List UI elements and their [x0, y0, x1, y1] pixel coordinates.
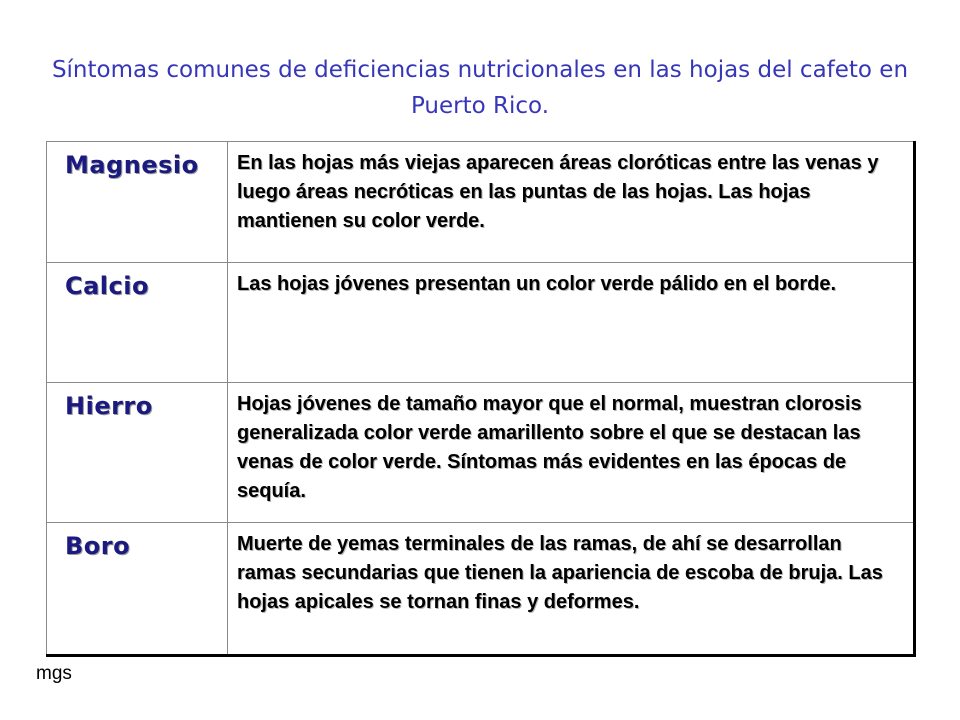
nutrient-name: Hierro: [65, 392, 153, 420]
nutrient-cell: [47, 263, 228, 383]
table-row-calcio: [47, 263, 915, 383]
nutrient-cell: [47, 523, 228, 656]
nutrient-name: Magnesio: [65, 151, 199, 179]
nutrient-cell: [47, 383, 228, 523]
nutrient-name: Calcio: [65, 272, 149, 300]
nutrient-name: Boro: [65, 532, 131, 560]
symptom-cell: [228, 263, 915, 383]
deficiency-table: [46, 141, 916, 657]
table-row-boro: [47, 523, 915, 656]
symptom-cell: [228, 142, 915, 263]
symptom-text: Las hojas jóvenes presentan un color verde pálido en el borde.: [237, 273, 837, 295]
symptom-cell: [228, 523, 915, 656]
table-row-magnesio: [47, 142, 915, 263]
nutrient-cell: [47, 142, 228, 263]
slide-title: Síntomas comunes de deficiencias nutricionales en las hojas del cafeto en Puerto Rico.: [51, 57, 909, 119]
table-row-hierro: [47, 383, 915, 523]
symptom-text: En las hojas más viejas aparecen áreas cloróticas entre las venas y luego áreas necróticas en las puntas de las hojas. Las hojas mantienen su color verde.: [237, 152, 879, 232]
symptom-cell: [228, 383, 915, 523]
footer-label: mgs: [36, 663, 72, 684]
symptom-text: Muerte de yemas terminales de las ramas, de ahí se desarrollan ramas secundarias que tienen la apariencia de escoba de bruja. Las hojas apicales se tornan finas y deformes.: [237, 533, 883, 613]
symptom-text: Hojas jóvenes de tamaño mayor que el normal, muestran clorosis generalizada color verde amarillento sobre el que se destacan las venas de color verde. Síntomas más evidentes en las épocas de sequía.: [237, 393, 862, 502]
deficiency-table-grid: [46, 141, 916, 657]
